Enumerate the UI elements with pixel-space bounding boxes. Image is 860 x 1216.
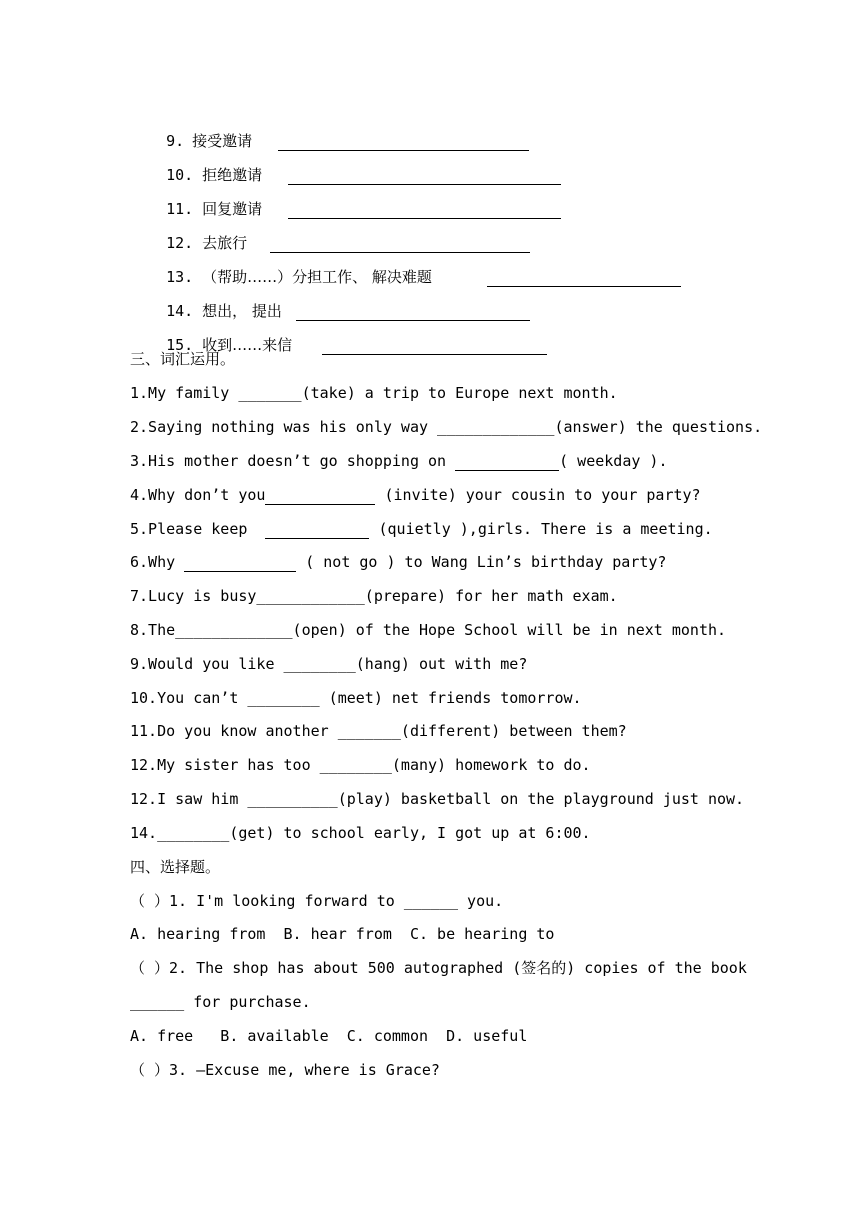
vocab-item-10: 10.You can’t ________ (meet) net friends tomorrow. [130, 689, 582, 707]
phrase-item-9: 9. 接受邀请 [130, 111, 529, 131]
vocab-item-9: 9.Would you like ________(hang) out with me? [130, 655, 528, 673]
vocab-item-8: 8.The_____________(open) of the Hope School will be in next month. [130, 621, 727, 639]
mc-question-1: （ ）1. I'm looking forward to ______ you. [130, 892, 504, 910]
section-4-title: 四、选择题。 [130, 858, 221, 876]
mc-question-2: （ ）2. The shop has about 500 autographed (签名的) copies of the book [130, 959, 747, 977]
answer-blank[interactable] [322, 337, 547, 355]
vocab-item-11: 11.Do you know another _______(different) between them? [130, 722, 627, 740]
answer-blank[interactable] [265, 487, 375, 505]
vocab-item-4: 4.Why don’t you (invite) your cousin to your party? [130, 486, 701, 504]
vocab-item-5: 5.Please keep (quietly ),girls. There is a meeting. [130, 520, 713, 538]
vocab-item-6: 6.Why ( not go ) to Wang Lin’s birthday party? [130, 553, 667, 571]
vocab-item-14: 14.________(get) to school early, I got up at 6:00. [130, 824, 591, 842]
vocab-item-1: 1.My family _______(take) a trip to Europe next month. [130, 384, 618, 402]
mc-question-2-cont: ______ for purchase. [130, 993, 311, 1011]
vocab-item-13: 12.I saw him __________(play) basketball on the playground just now. [130, 790, 745, 808]
phrase-item-10: 10. 拒绝邀请 [130, 145, 561, 165]
phrase-item-15: 15. 收到……来信 [130, 315, 547, 335]
mc-options-2: A. free B. available C. common D. useful [130, 1027, 528, 1045]
mc-options-1: A. hearing from B. hear from C. be hearing to [130, 925, 555, 943]
phrase-item-11: 11. 回复邀请 [130, 179, 561, 199]
vocab-item-3: 3.His mother doesn’t go shopping on ( weekday ). [130, 452, 668, 470]
phrase-item-14: 14. 想出， 提出 [130, 281, 530, 301]
vocab-item-7: 7.Lucy is busy____________(prepare) for her math exam. [130, 587, 618, 605]
phrase-item-13: 13. （帮助……）分担工作、 解决难题 [130, 247, 681, 267]
answer-blank[interactable] [184, 554, 296, 572]
vocab-item-2: 2.Saying nothing was his only way _____________(answer) the questions. [130, 418, 763, 436]
phrase-item-12: 12. 去旅行 [130, 213, 530, 233]
mc-question-3: （ ）3. —Excuse me, where is Grace? [130, 1061, 440, 1079]
section-3-title: 三、词汇运用。 [130, 350, 236, 368]
vocab-item-12: 12.My sister has too ________(many) homework to do. [130, 756, 591, 774]
answer-blank[interactable] [265, 521, 369, 539]
answer-blank[interactable] [455, 453, 559, 471]
